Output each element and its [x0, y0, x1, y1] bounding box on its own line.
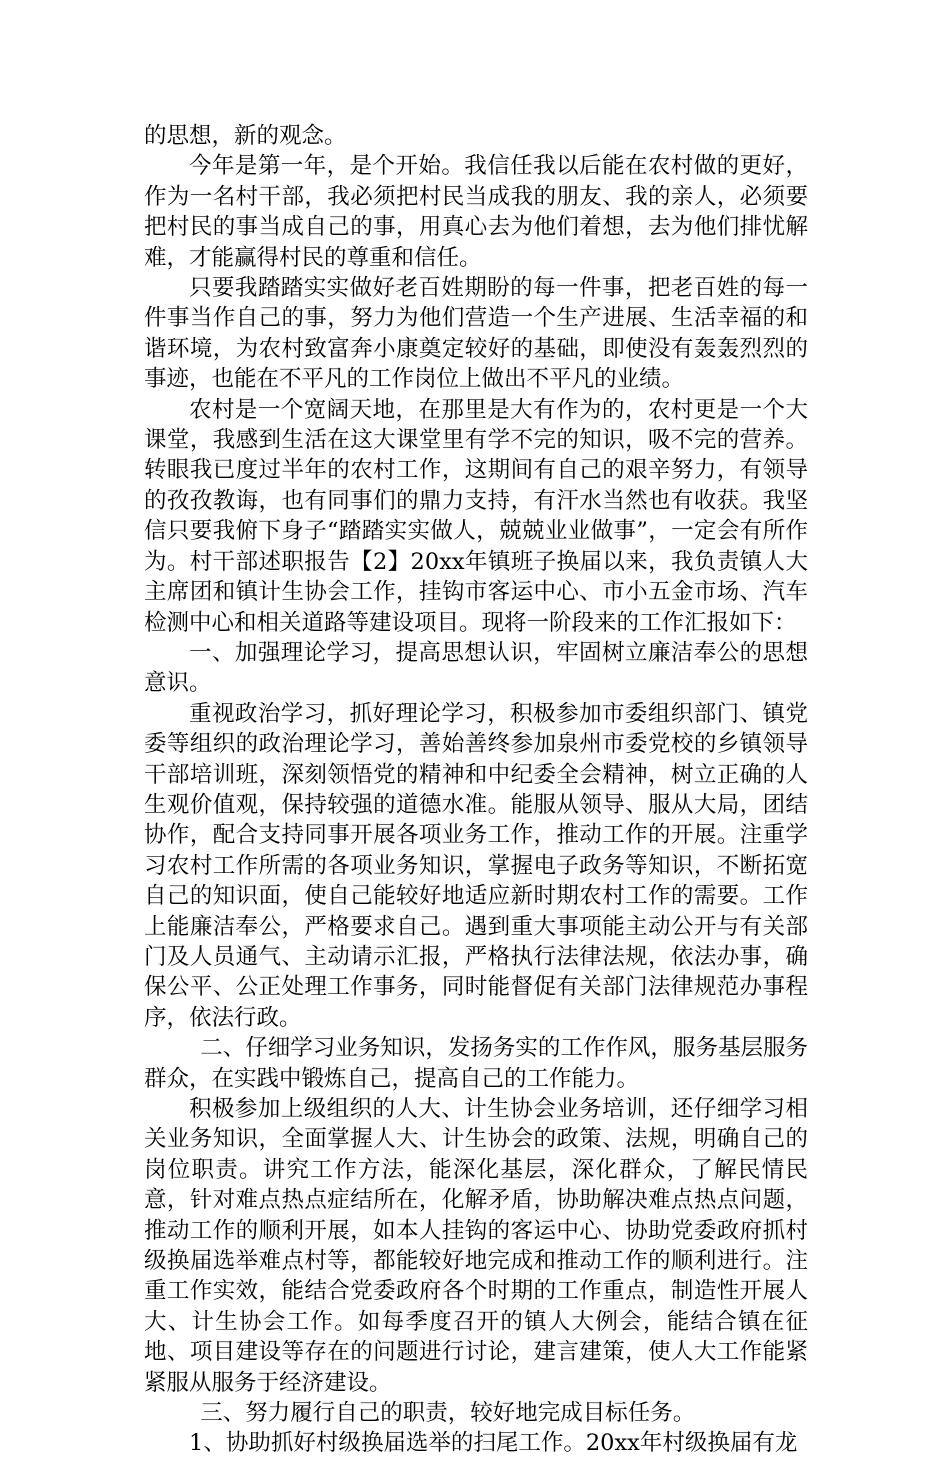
- section-heading-1: 一、加强理论学习，提高思想认识，牢固树立廉洁奉公的思想意识。: [144, 639, 808, 697]
- paragraph-3: 只要我踏踏实实做好老百姓期盼的每一件事，把老百姓的每一件事当作自己的事，努力为他们营造一个生产进展、生活幸福的和谐环境，为农村致富奔小康奠定较好的基础，即使没有轰轰烈烈的事迹，也能在不平凡的工作岗位上做出不平凡的业绩。: [144, 275, 808, 393]
- document-page: [144, 121, 808, 1459]
- paragraph-1: 的思想，新的观念。: [144, 123, 347, 149]
- paragraph-2: 今年是第一年，是个开始。我信任我以后能在农村做的更好，作为一名村干部，我必须把村民当成我的朋友、我的亲人，必须要把村民的事当成自己的事，用真心去为他们着想，去为他们排忧解难，才能赢得村民的尊重和信任。: [144, 153, 808, 271]
- section-heading-3: 三、努力履行自己的职责，较好地完成目标任务。: [200, 1400, 696, 1427]
- paragraph-7: 1、协助抓好村级换届选举的扫尾工作。20xx年村级换届有龙: [189, 1430, 798, 1457]
- paragraph-4: 农村是一个宽阔天地，在那里是大有作为的，农村更是一个大课堂，我感到生活在这大课堂里有学不完的知识，吸不完的营养。转眼我已度过半年的农村工作，这期间有自己的艰辛努力，有领导的孜孜教诲，也有同事们的鼎力支持，有汗水当然也有收获。我坚信只要我俯下身子“踏踏实实做人，兢兢业业做事”，一定会有所作为。村干部述职报告【2】20xx年镇班子换届以来，我负责镇人大主席团和镇计生协会工作，挂钩市客运中心、市小五金市场、汽车检测中心和相关道路等建设项目。现将一阶段来的工作汇报如下：: [144, 396, 808, 636]
- paragraph-6: 积极参加上级组织的人大、计生协会业务培训，还仔细学习相关业务知识，全面掌握人大、计生协会的政策、法规，明确自己的岗位职责。讲究工作方法，能深化基层，深化群众，了解民情民意，针对难点热点症结所在，化解矛盾，协助解决难点热点问题，推动工作的顺利开展，如本人挂钩的客运中心、协助党委政府抓村级换届选举难点村等，都能较好地完成和推动工作的顺利进行。注重工作实效，能结合党委政府各个时期的工作重点，制造性开展人大、计生协会工作。如每季度召开的镇人大例会，能结合镇在征地、项目建设等存在的问题进行讨论，建言建策，使人大工作能紧紧服从服务于经济建设。: [144, 1096, 808, 1396]
- section-heading-2: 二、仔细学习业务知识，发扬务实的工作作风，服务基层服务群众，在实践中锻炼自己，提高自己的工作能力。: [144, 1035, 808, 1092]
- paragraph-5: 重视政治学习，抓好理论学习，积极参加市委组织部门、镇党委等组织的政治理论学习，善始善终参加泉州市委党校的乡镇领导干部培训班，深刻领悟党的精神和中纪委全会精神，树立正确的人生观价值观，保持较强的道德水准。能服从领导、服从大局，团结协作，配合支持同事开展各项业务工作，推动工作的开展。注重学习农村工作所需的各项业务知识，掌握电子政务等知识，不断拓宽自己的知识面，使自己能较好地适应新时期农村工作的需要。工作上能廉洁奉公，严格要求自己。遇到重大事项能主动公开与有关部门及人员通气、主动请示汇报，严格执行法律法规，依法办事，确保公平、公正处理工作事务，同时能督促有关部门法律规范办事程序，依法行政。: [144, 700, 808, 1031]
